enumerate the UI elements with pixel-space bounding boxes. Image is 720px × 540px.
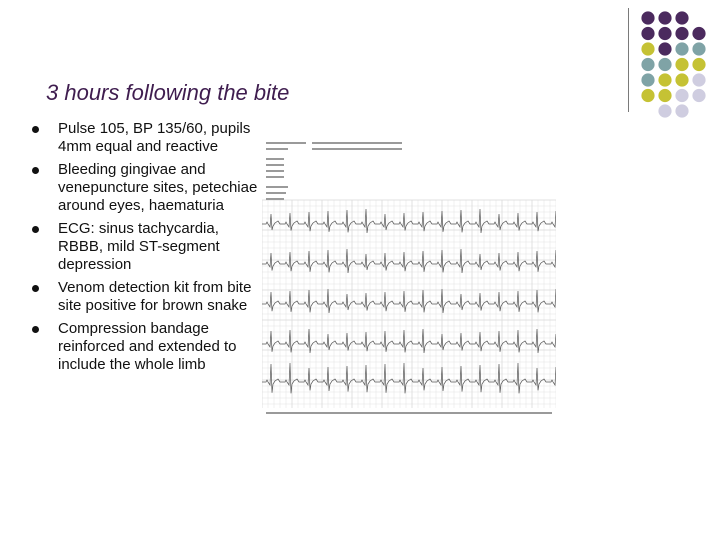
decorative-dot <box>658 58 671 71</box>
decorative-dot <box>675 42 688 55</box>
decorative-dot <box>658 42 671 55</box>
decorative-dot <box>675 89 688 102</box>
bullet-text: Pulse 105, BP 135/60, pupils 4mm equal and reactive <box>58 120 251 155</box>
bullet-text: Venom detection kit from bite site positive for brown snake <box>58 279 252 314</box>
ecg-trace <box>262 363 556 393</box>
ecg-trace <box>262 289 556 313</box>
ecg-trace <box>262 329 556 353</box>
bullet-icon <box>32 326 39 333</box>
decorative-dot <box>675 104 688 117</box>
ecg-trace <box>262 249 556 273</box>
bullet-item-bandage <box>32 320 268 374</box>
decorative-dot <box>658 89 671 102</box>
decorative-dot <box>675 27 688 40</box>
decorative-dot <box>675 11 688 24</box>
decorative-dot <box>641 11 654 24</box>
divider-line <box>628 8 629 112</box>
decorative-dot <box>641 42 654 55</box>
bullet-item-bleeding <box>32 161 268 215</box>
ecg-footer <box>266 412 552 414</box>
decorative-dot <box>692 73 705 86</box>
bullet-text: Bleeding gingivae and venepuncture sites, petechiae around eyes, haematuria <box>58 161 258 214</box>
ecg-printout-image <box>262 136 556 422</box>
decorative-dot <box>641 89 654 102</box>
ecg-header <box>266 142 402 200</box>
bullet-text: ECG: sinus tachycardia, RBBB, mild ST-segment depression <box>58 220 220 273</box>
decorative-dot <box>692 89 705 102</box>
bullet-item-ecg <box>32 220 268 274</box>
bullet-icon <box>32 126 39 133</box>
decorative-dot-grid <box>640 10 720 120</box>
decorative-dot <box>692 42 705 55</box>
decorative-dot <box>658 104 671 117</box>
decorative-dot <box>675 58 688 71</box>
decorative-dot <box>658 73 671 86</box>
decorative-dot <box>658 27 671 40</box>
bullet-text: Compression bandage reinforced and extended to include the whole limb <box>58 320 237 373</box>
bullet-icon <box>32 226 39 233</box>
bullet-item-venom-kit <box>32 279 268 315</box>
bullet-list <box>32 120 268 379</box>
ecg-trace <box>262 209 556 233</box>
decorative-dot <box>641 27 654 40</box>
bullet-icon <box>32 167 39 174</box>
decorative-dot <box>641 73 654 86</box>
slide-title: 3 hours following the bite <box>46 80 290 105</box>
bullet-item-vitals <box>32 120 268 156</box>
decorative-dot <box>692 58 705 71</box>
decorative-dot <box>675 73 688 86</box>
decorative-dot <box>658 11 671 24</box>
decorative-dot <box>641 58 654 71</box>
decorative-dot <box>692 27 705 40</box>
bullet-icon <box>32 285 39 292</box>
